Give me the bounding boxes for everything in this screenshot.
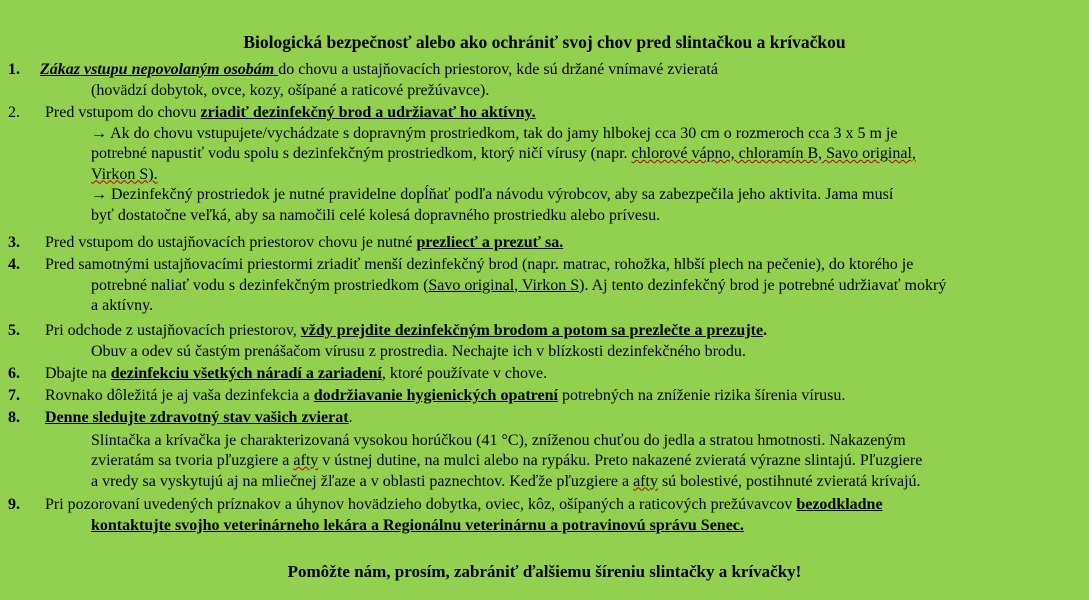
item-number: 2. (8, 104, 20, 121)
item-number: 7. (8, 387, 20, 404)
item-continuation: → Ak do chovu vstupujete/vychádzate s dopravným prostriedkom, tak do jamy hlbokej cca 30 cm o rozmeroch cca 3 x 5 m je (91, 124, 898, 142)
item-line (45, 364, 1083, 385)
emphasis-text: dodržiavanie hygienických opatrení (313, 387, 558, 404)
item-continuation: (hovädzí dobytok, ovce, kozy, ošípané a raticové prežúvavce). (91, 81, 490, 99)
item-line (45, 103, 1083, 124)
item-number: 6. (8, 365, 20, 382)
item-continuation (91, 276, 1083, 297)
item-number: 5. (8, 322, 20, 339)
list-item-4 (8, 255, 1083, 317)
body-text: Pri odchode z ustajňovacích priestorov, (45, 322, 301, 339)
item-line (45, 233, 1083, 254)
spellcheck-word: afty (633, 472, 658, 490)
item-continuation (91, 516, 1083, 537)
body-text: Pred vstupom do ustajňovacích priestorov chovu je nutné (45, 234, 417, 251)
body-text: potrebné naliať vodu s dezinfekčným prostriedkom ( (91, 276, 429, 294)
body-text: Pred vstupom do chovu (45, 104, 201, 121)
body-text: sú bolestivé, postihnuté zvieratá krívajú. (657, 472, 921, 490)
body-text: Rovnako dôležitá je aj vaša dezinfekcia a (45, 387, 314, 404)
body-text: v ústnej dutine, na mulci alebo na rypáku. Preto nakazené zvieratá výrazne slintajú. Pľuzgiere (318, 452, 923, 469)
item-continuation: a aktívny. (91, 297, 154, 314)
emphasis-text: kontaktujte svojho veterinárneho lekára a Regionálnu veterinárnu a potravinovú správu Senec. (91, 516, 744, 534)
body-text: ). Aj tento dezinfekčný brod je potrebné udržiavať mokrý (579, 276, 947, 294)
list-item-6 (8, 364, 1083, 385)
body-text: , ktoré používate v chove. (381, 365, 548, 382)
list-item-3 (8, 233, 1083, 254)
emphasis-text: Zákaz vstupu nepovolaným osobám (40, 61, 279, 78)
item-line (45, 386, 1083, 407)
item-continuation (91, 472, 1083, 493)
item-line (45, 495, 1083, 516)
item-continuation (91, 165, 1083, 186)
body-text: potrebné napustiť vodu spolu s dezinfekčným prostriedkom, ktorý ničí vírusy (napr. (91, 145, 632, 162)
item-continuation: → Dezinfekčný prostriedok je nutné pravidelne dopĺňať podľa návodu výrobcov, aby sa zabezpečila jeho aktivita. Jama musí (91, 186, 894, 203)
item-line (45, 408, 1083, 429)
item-continuation: byť dostatočne veľká, aby sa namočili celé kolesá dopravného prostriedku alebo prívesu. (91, 206, 661, 224)
item-number: 1. (8, 61, 20, 78)
body-text: . (763, 322, 768, 339)
chemical-names: chlorové vápno, chloramín B, Savo original, (631, 145, 916, 162)
list-item-5 (8, 321, 1083, 362)
body-text: a vredy sa vyskytujú aj na mliečnej žľaze a v oblasti paznechtov. Keďže pľuzgiere a (91, 472, 634, 490)
body-text: do chovu a ustajňovacích priestorov, kde sú držané vnímavé zvieratá (278, 61, 718, 78)
spellcheck-word: afty (293, 452, 319, 469)
list-item-7 (8, 386, 1083, 407)
item-continuation: Slintačka a krívačka je charakterizovaná vysokou horúčkou (41 °C), zníženou chuťou do jedla a stratou hmotnosti. Nakazeným (91, 431, 906, 449)
item-continuation (91, 451, 1083, 472)
footer-appeal: Pomôžte nám, prosím, zabrániť ďalšiemu šíreniu slintačky a krívačky! (287, 562, 802, 581)
list-item-1 (8, 60, 1083, 101)
emphasis-text: prezliecť a prezuť sa. (416, 234, 564, 251)
chemical-names: Savo original, Virkon S (428, 276, 580, 294)
document-title: Biologická bezpečnosť alebo ako ochrániť svoj chov pred slintačkou a krívačkou (243, 32, 846, 52)
item-number: 9. (8, 496, 20, 513)
item-continuation (91, 144, 1083, 165)
list-item-8 (8, 408, 1083, 492)
item-line (40, 60, 1083, 81)
list-item-9 (8, 495, 1083, 536)
emphasis-text: dezinfekciu všetkých náradí a zariadení (110, 365, 382, 382)
body-text: zvieratám sa tvoria pľuzgiere a (91, 452, 294, 469)
item-number: 4. (8, 256, 20, 273)
item-number: 8. (8, 409, 20, 426)
body-text: Dbajte na (45, 365, 111, 382)
body-text: . (348, 409, 353, 426)
item-line (45, 321, 1083, 342)
emphasis-text: Denne sledujte zdravotný stav vašich zvierat (45, 409, 349, 426)
item-number: 3. (8, 234, 20, 251)
item-line: Pred samotnými ustajňovacími priestormi zriadiť menší dezinfekčný brod (napr. matrac, rohožka, hlbší plech na pečenie), do ktorého je (45, 256, 914, 273)
emphasis-text: bezodkladne (796, 496, 883, 513)
body-text: potrebných na zníženie rizika šírenia vírusu. (557, 387, 846, 404)
chemical-names: Virkon S). (91, 165, 158, 183)
body-text: Pri pozorovaní uvedených príznakov a úhynov hovädzieho dobytka, oviec, kôz, ošípaných a raticových prežúvavcov (45, 496, 797, 513)
emphasis-text: vždy prejdite dezinfekčným brodom a potom sa prezlečte a prezujte (300, 322, 764, 339)
item-continuation: Obuv a odev sú častým prenášačom vírusu z prostredia. Nechajte ich v blízkosti dezinfekčného brodu. (91, 342, 746, 360)
emphasis-text: zriadiť dezinfekčný brod a udržiavať ho aktívny. (200, 104, 536, 121)
list-item-2 (8, 103, 1083, 226)
